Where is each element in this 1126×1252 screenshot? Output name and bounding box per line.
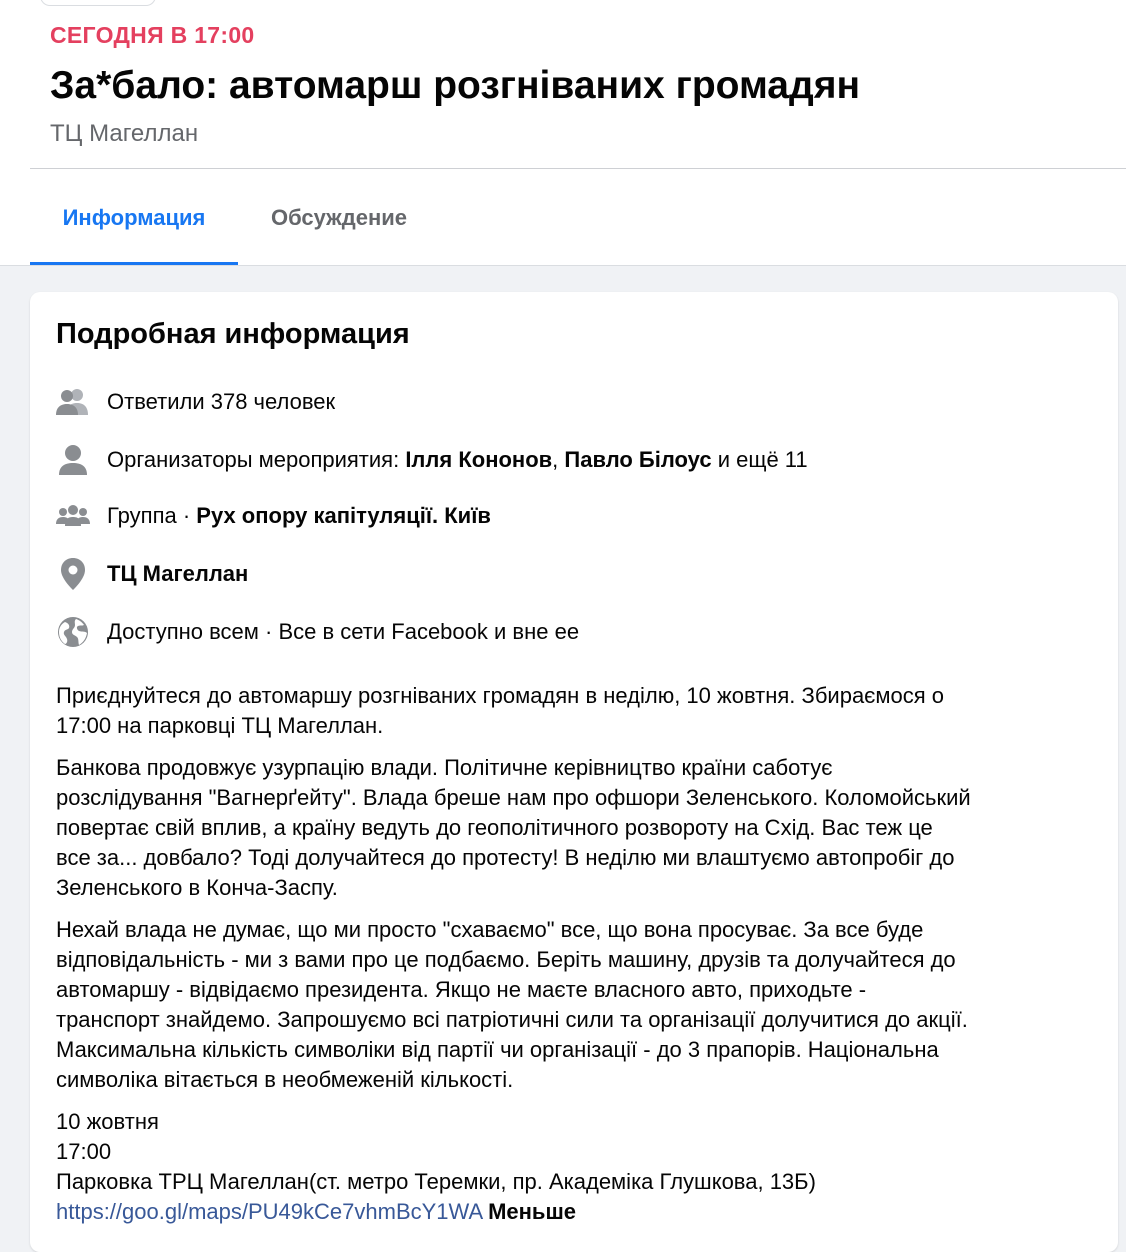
description-paragraph-1 — [56, 681, 1101, 741]
description-paragraph-3 — [56, 915, 1101, 1095]
group-prefix: Группа · — [107, 503, 197, 528]
text-line: Нехай влада не думає, що ми просто "схаваємо" все, що вона просуває. За все буде — [56, 917, 924, 942]
group-text — [107, 503, 491, 529]
place-row — [56, 554, 1096, 594]
text-line: все за... довбало? Тоді долучайтеся до протесту! В неділю ми влаштуємо автопробіг до — [56, 845, 955, 870]
details-card — [30, 292, 1118, 1252]
text-line: символіка вітається в необмеженій кількості. — [56, 1067, 514, 1092]
privacy-row — [56, 612, 1096, 652]
text-line: автомаршу - відвідаємо президента. Якщо не маєте власного авто, приходьте - — [56, 977, 867, 1002]
group-link[interactable]: Рух опору капітуляції. Київ — [196, 503, 491, 528]
organizers-row — [56, 440, 1096, 480]
text-line: Приєднуйтеся до автомаршу розгніваних громадян в неділю, 10 жовтня. Збираємося о — [56, 683, 945, 708]
group-row — [56, 496, 1096, 536]
organizers-more[interactable]: и ещё 11 — [711, 447, 808, 472]
text-line: Максимальна кількість символіки від партії чи організації - до 3 прапорів. Національна — [56, 1037, 939, 1062]
organizer-link-2[interactable]: Павло Білоус — [564, 447, 712, 472]
text-line: транспорт знайдемо. Запрошуємо всі патріотичні сили та організації долучитися до акції. — [56, 1007, 968, 1032]
show-less-button[interactable]: Меньше — [488, 1199, 577, 1224]
event-title: За*бало: автомарш розгніваних громадян — [50, 64, 861, 107]
place-link[interactable]: ТЦ Магеллан — [107, 561, 249, 586]
text-line: Зеленського в Конча-Заспу. — [56, 875, 338, 900]
event-date: СЕГОДНЯ В 17:00 — [50, 22, 255, 48]
header-bottom-border — [0, 265, 1126, 266]
map-link[interactable]: https://goo.gl/maps/PU49kCe7vhmBcY1WA — [56, 1199, 482, 1224]
privacy-text: Доступно всем · Все в сети Facebook и вне ее — [107, 619, 580, 644]
person-icon — [56, 443, 90, 477]
organizer-separator: , — [552, 447, 565, 472]
map-link-line — [56, 1197, 576, 1227]
description-paragraph-2 — [56, 753, 1101, 903]
people-icon — [56, 385, 90, 419]
responded-text: Ответили 378 человек — [107, 389, 336, 414]
group-icon — [56, 499, 90, 533]
top-edge-tab — [40, 0, 156, 6]
organizer-link-1[interactable]: Ілля Кононов — [405, 447, 553, 472]
responded-row[interactable] — [56, 382, 1096, 422]
text-line: 17:00 на парковці ТЦ Магеллан. — [56, 713, 384, 738]
globe-icon — [56, 615, 90, 649]
text-line: відповідальність - ми з вами про це подбаємо. Беріть машину, друзів та долучайтеся до — [56, 947, 956, 972]
event-location-subtitle[interactable]: ТЦ Магеллан — [50, 120, 199, 147]
text-line: Банкова продовжує узурпацію влади. Політичне керівництво країни саботує — [56, 755, 833, 780]
details-heading: Подробная информация — [56, 318, 410, 350]
text-line: розслідування "Вагнерґейту". Влада бреше нам про офшори Зеленського. Коломойський — [56, 785, 971, 810]
location-pin-icon — [56, 557, 90, 591]
event-time-text: 17:00 — [56, 1139, 112, 1164]
tab-information[interactable]: Информация — [30, 169, 238, 266]
event-header — [0, 0, 1126, 266]
event-address-text: Парковка ТРЦ Магеллан(ст. метро Теремки, пр. Академіка Глушкова, 13Б) — [56, 1169, 816, 1194]
event-tabs — [30, 169, 1126, 266]
organizers-text — [107, 447, 808, 473]
text-line: повертає свій вплив, а країну ведуть до геополітичного розвороту на Схід. Вас теж це — [56, 815, 933, 840]
tab-discussion[interactable]: Обсуждение — [271, 204, 407, 230]
organizers-prefix: Организаторы мероприятия: — [107, 447, 406, 472]
event-date-text: 10 жовтня — [56, 1109, 159, 1134]
